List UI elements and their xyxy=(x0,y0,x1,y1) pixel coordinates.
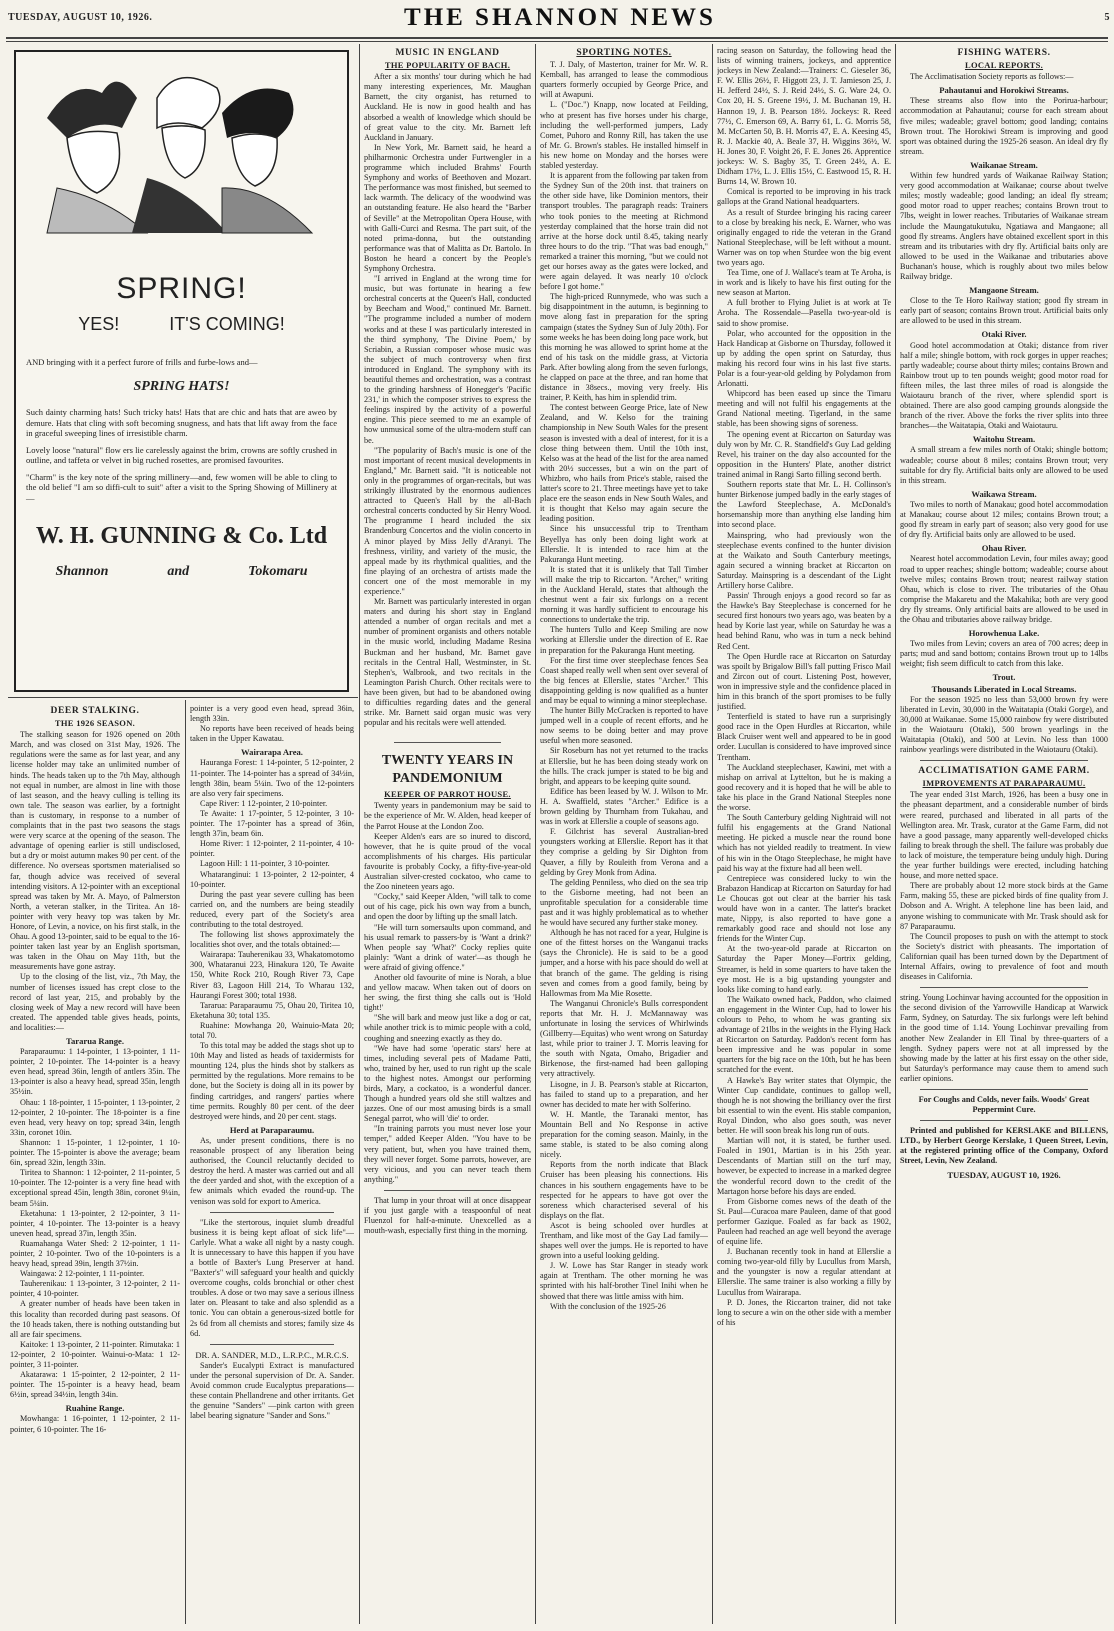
pandemonium-paragraph: "In training parrots you must never lose your temper," added Keeper Alden. "You have to be very patient, but, when you have trained them, they will never forget. Some parrots, however, are very vicious, and you can never teach them anything." xyxy=(364,1124,531,1184)
deer-paragraph: Ruahine: Mowhanga 20, Wainuio-Mata 20; total 70. xyxy=(190,1020,354,1040)
pandemonium-paragraph: Keeper Alden's ears are so inured to discord, however, that he is quite proud of the vocal accomplishments of his charges. His particular favourite is probably Cocky, a fifty-five-year-old Australian silver-crested cockatoo, who came to the Zoo nineteen years ago. xyxy=(364,831,531,892)
racing-paragraph: Polar, who accounted for the opposition in the Hack Handicap at Gisborne on Thursday, followed it up by adding the open sprint on Saturday, thus making his record four wins in his last five starts. Polar is a four-year-old gelding by Polydamon from Arlonatti. xyxy=(717,328,891,389)
sporting-paragraph: The Wanganui Chronicle's Bulls correspondent reports that Mr. H. J. McMannaway was unfortunate in losing the services of Whirlwinds (Gillberry—Equitas) who went wrong on Saturday last, while prior to trainer J. T. Morris leaving for the south with Ngata, Omaho, Brigadier and Birkenose, the first-named had been galloping very attractively. xyxy=(540,998,708,1079)
deer-paragraph: Mowhanga: 1 16-pointer, 1 12-pointer, 2 11-pointer, 6 10-pointer. The 16- xyxy=(10,1414,180,1434)
music-paragraph: "I arrived in England at the wrong time for music, but was fortunate in hearing a few orchestral concerts at the Queen's Hall, conducted by Beecham and Wood," continued Mr. Barnett. "The programme included a number of modern works and at these I was particularly interested in the third symphony, 'The Divine Poem,' by Scriabin, a Russian composer whose music was the subject of much controversy when first introduced in England. The symphony with its beautiful themes and orchestration, was a contrast to the grinding harshness of Honegger's 'Pacific 231,' in which the composer strives to express the feelings inspired by the activity of a powerful engine. This piece seemed to me an example of how unmusical some of the ultra-modern stuff can be. xyxy=(364,274,531,445)
music-article xyxy=(364,46,531,1626)
racing-paragraph: At the two-year-old parade at Riccarton on Saturday the Paper Money—Fortrix gelding, Streamer, is held in some quarters to have taken the eye most. He is a big upstanding youngster and looks like coming to hand early. xyxy=(717,944,891,994)
deer-paragraph: Akatarawa: 1 15-pointer, 2 12-pointer, 2 11-pointer. The 15-pointer is a heavy head, beam 6½in, spread 34½in, length 34in. xyxy=(10,1370,180,1400)
spring-headline: SPRING! xyxy=(116,272,247,305)
pandemonium-title-1: TWENTY YEARS IN xyxy=(381,753,514,769)
divider xyxy=(920,1089,1088,1090)
sporting-paragraph: T. J. Daly, of Masterton, trainer for Mr. W. R. Kemball, has arranged to lease the commodious quarters formerly occupied by George Price, and will at Awapuni. xyxy=(540,60,708,100)
deer-subtitle: THE 1926 SEASON. xyxy=(54,718,136,729)
racing-paragraph: Tea Time, one of J. Wallace's team at Te Aroha, is in work and is likely to have his first outing for the new season at Marton. xyxy=(717,268,891,298)
sporting-paragraph: J. W. Lowe has Star Ranger in steady work again at Trentham. The other morning he was sprinted with his half-brother Tinel Inihi when he showed that there was little amiss with him. xyxy=(540,1261,708,1301)
fishing-paragraph: Two miles from Levin; covers an area of 700 acres; deep in parts; mud and sand bottom; contains Brown trout up to 14lbs weight; fish seem difficult to catch from this lake. xyxy=(900,639,1108,669)
baxter-advertisement: "Like the stertorous, inquiet slumb dreadful business it is being kept afloat of sick life"—Carlyle. What a wake all night by a nasty cough. It is unnecessary to have this happen if you have a bottle of Baxter's Lung Preserver at hand. "Baxter's" will safeguard your health and quickly overcome coughs, colds bronchial or other chest troubles. A dose or two may save a serious illness later on. Pleasant to take and also splendid as a tonic. You can obtain a generous-sized bottle for 2s 6d from all chemists and stores; family size 4s 6d. xyxy=(190,1217,354,1338)
sporting-paragraph: F. Gilchrist has several Australian-bred youngsters working at Ellerslie. Report has it that they comprise a gelding by Sir Dighton from Quaver, a filly by Rouleith from Verona and a gelding by Grey Monk from Adina. xyxy=(540,827,708,877)
racing-paragraph: Martian will not, it is stated, be further used. Foaled in 1901, Martian is in his 25th year. Descendants of Martian still on the turf may, however, be expected to increase in a marked degree the wonderful record down to the credit of the Martagon horse before his days are ended. xyxy=(717,1136,891,1196)
deer-stalking-continued xyxy=(190,704,354,1626)
divider xyxy=(920,1120,1088,1121)
racing-paragraph: The Open Hurdle race at Riccarton on Saturday was spoilt by Brigalow Bill's fall putting Frisco Mail and Zircon out of court. Listening Post, however, won in impressive style and the confidence placed in him in this branch of the sport promises to be fully justified. xyxy=(717,651,891,712)
spring-body-1: Such dainty charming hats! Such tricky hats! Hats that are chic and hats that are aweo by demure. Hats that cling with soft becoming snugness, and hats that lift away from the face in graceful sweeping lines of irresistible charm. xyxy=(26,407,337,439)
fishing-paragraph: Two miles to north of Manakau; good hotel accommodation at Manakau; course about 12 miles; contains Brown trout; a good fly stream in early part of season; also very good for use of dry fly. Artificial baits only are allowed to be used. xyxy=(900,499,1108,540)
racing-paragraph: As a result of Sturdee bringing his racing career to a close by breaking his neck, E. Warner, who was originally engaged to ride the veteran in the Grand National Steeplechase, will be left without a mount. Warner was on top when Sturdee won the big event two years ago. xyxy=(717,207,891,267)
location-shannon: Shannon xyxy=(55,564,109,580)
deer-paragraph: Hauranga Forest: 1 14-pointer, 5 12-pointer, 2 11-pointer. The 14-pointer has a spread of 34½in, length 38in, beam 5¼in. Two of the 12-pointers are also very fair specimens. xyxy=(190,758,354,798)
spring-hats-advertisement xyxy=(14,50,349,692)
gamefarm-paragraph: The Council proposes to push on with the attempt to stock the Society's district with pheasants. The importation of Californian quail has been turned down by the Department of Internal Affairs, owing to prevalence of foot and mouth diseases in California. xyxy=(900,931,1108,982)
racing-paragraph: A full brother to Flying Juliet is at work at Te Aroha. The Rossendale—Pasella two-year-old is said to show promise. xyxy=(717,298,891,328)
deer-paragraph: Paraparaumu: 1 14-pointer, 1 13-pointer, 1 11-pointer, 2 10-pointer. The 14-pointer is a heavy even head, spread 36in, length of antlers 35in. The 13-pointer is also a heavy head, spread 35in, length 35½in. xyxy=(10,1047,180,1097)
music-paragraph: In New York, Mr. Barnett said, he heard a philharmonic Orchestra under Furtwengler in a programme which included Brahms' Fourth Symphony and works of Beethoven and Mozart. The performance was most finished, but seemed to lack warmth. The delicacy of the woodwind was an outstanding feature. He also heard the "Barber of Seville" at the Metropolitan Opera House, with with Galli-Curci and Resma. The part suit, of the noted prima-donna, but the outstanding performance was that of Malitta as Dr. Bartolo. In Boston he heard a concert by the People's Symphony Orchestra. xyxy=(364,142,531,273)
divider xyxy=(210,1212,334,1213)
fluenzol-advertisement: That lump in your throat will at once disappear if you just gargle with a teaspoonful of neat Fluenzol for half-a-minute. Unexcelled as a mouth-wash, especially first thing in the morning. xyxy=(364,1195,531,1236)
racing-paragraph: string. Young Lochinvar having accounted for the opposition in the second division of the Yarrowville Handicap at Warwick Farm, Sydney, on Saturday. The six furlongs were left behind in the good time of 1.14. Young Lochinvar prevailing from another New Zealander in Ell Tinal by three-quarters of a length. Sydney papers were not at all impressed by the showing made by the latter at his first essay on the other side, but Saturday's performance may cause them to amend such earlier opinions. xyxy=(900,993,1108,1083)
deer-paragraph: Ohau: 1 18-pointer, 1 15-pointer, 1 13-pointer, 2 12-pointer, 2 10-pointer. The 18-pointer is a fine even head, very heavy on top; spread 34in, length 33in, coronet 10in. xyxy=(10,1097,180,1137)
sporting-title: SPORTING NOTES. xyxy=(576,48,672,58)
woods-advertisement: For Coughs and Colds, never fails. Woods' Great Peppermint Cure. xyxy=(918,1095,1090,1115)
deer-subhead-tararua: Tararua Range. xyxy=(66,1036,124,1046)
deer-subhead-herd: Herd at Paraparaumu. xyxy=(229,1124,315,1135)
fishing-subhead: Horowhenua Lake. xyxy=(968,628,1040,639)
sporting-paragraph: W. H. Mantle, the Taranaki mentor, has Mountain Bell and No Response in active preparation for the coming season. Mainly, in the same stable, is stated to be also coming along nicely. xyxy=(540,1109,708,1160)
deer-paragraph: Whataranginui: 1 13-pointer, 2 12-pointer, 4 10-pointer. xyxy=(190,869,354,889)
sporting-paragraph: It is stated that it is unlikely that Tall Timber will make the trip to Riccarton. "Archer," writing in the Auckland Herald, states that although the chestnut went a fair six furlongs on a recent morning it was hardly sufficient to encourage his connections to undertake the trip. xyxy=(540,564,708,625)
deer-subhead-wairarapa: Wairarapa Area. xyxy=(241,747,303,758)
racing-paragraph: Centrepiece was considered lucky to win the Brabazon Handicap at Riccarton on Saturday for had Le Choucas got out clear at the barrier his task would have won in a canter. The latter's bracket mate, Nippy, is also reported to have gone a remarkably good race and should not lose any friends for the Winter Cup. xyxy=(717,873,891,944)
fishing-title: FISHING WATERS. xyxy=(957,48,1051,58)
gamefarm-subtitle: IMPROVEMENTS AT PARAPARAUMU. xyxy=(922,778,1086,789)
racing-paragraph: Passin' Through enjoys a good record so far as the Hawke's Bay Steeplechase is concerned for he secured first honours two years ago, was beaten by a head by Korie last year, while on Saturday he was a head behind Ranu, who was in turn a neck behind Red Cent. xyxy=(717,591,891,651)
deer-title: DEER STALKING. xyxy=(50,706,140,716)
pandemonium-paragraph: Another old favourite of mine is Norah, a blue and yellow macaw. When taken out of doors on her swing, the first thing she calls out is 'Hold tight!' xyxy=(364,972,531,1013)
racing-paragraph: Comical is reported to be improving in his track gallops at the Grand National headquarters. xyxy=(717,187,891,207)
deer-paragraph: The following list shows approximately the localities shot over, and the totals obtained:— xyxy=(190,930,354,950)
header-rule xyxy=(6,37,1108,39)
sporting-paragraph: Ascot is being schooled over hurdles at Trentham, and like most of the Gay Lad family—shapes well over the jumps. He is reported to have grown into a useful looking gelding. xyxy=(540,1220,708,1261)
divider xyxy=(210,1344,334,1345)
column-rule xyxy=(359,44,360,1624)
deer-paragraph: Tararua: Paraparaumu 75, Ohau 20, Tiritea 10, Eketahuna 30; total 135. xyxy=(190,1000,354,1020)
racing-paragraph: The Waikato owned hack, Paddon, who claimed an engagement in the Winter Cup, had to lower his colours to Peho, to whom he was granting six advantage of 21lbs in the weights in the Flying Hack at Riccarton on Saturday. Paddon's recent form has been impressive and he was popular in some quarters for the big race on the 10th, but he has been scratched for the event. xyxy=(717,994,891,1075)
sporting-paragraph: Reports from the north indicate that Black Cruiser has been pleasing his connections. His chances in his southern engagements have to be respected for he appears to have got over the soreness which characterised several of his displays on the flat. xyxy=(540,1160,708,1220)
racing-paragraph: A Hawke's Bay writer states that Olympic, the Winter Cup candidate, continues to gallop well, though he is not showing the brilliancy over the first bit essential to win the event. His stable companion, Royal Dindon, who also goes south, was never better. He will soon break his long run of outs. xyxy=(717,1075,891,1136)
racing-paragraph: Southern reports state that Mr. L. H. Collinson's hunter Birkenose jumped badly in the early stages of the Lawford Steeplechase, A. McDonald's horsemanship more than anything else landing him into second place. xyxy=(717,480,891,530)
fishing-paragraph: Close to the Te Horo Railway station; good fly stream in early part of season; contains Brown trout. Artificial baits only are allowed to be used in this stream. xyxy=(900,296,1108,326)
deer-paragraph: pointer is a very good even head, spread 36in, length 33in. xyxy=(190,704,354,724)
sporting-paragraph: With the conclusion of the 1925-26 xyxy=(550,1301,666,1311)
deer-stalking-article xyxy=(10,704,180,1626)
sporting-paragraph: For the first time over steeplechase fences Sea Coast shaped really well when sent over several of the big fences at Ellerslie, states "Archer." This disappointing gelding is now qualified as a hunter and may be equal to winning a minor steeplechase. xyxy=(540,655,708,705)
fishing-paragraph: Good hotel accommodation at Otaki; distance from river half a mile; shingle bottom, with rock gorges in upper reaches; partly wadeable; course about thirty miles; contains Brown and Rainbow trout up to ten pounds weight; good motor road for fifteen miles, the last three miles of road is alongside the Waiotauru branch of the river, where splendid sport is obtained. There are also good camping grounds alongside the branch of the river. Above the forks the river splits into three branches—the Waitatapia, Otaki and Waiotauru. xyxy=(900,340,1108,431)
sporting-paragraph: Sir Roseburn has not yet returned to the tracks at Ellerslie, but he has been doing steady work on the hills. The crack jumper is stated to be big and bright, and appears to be keeping quite sound. xyxy=(540,746,708,786)
racing-paragraph: Tenterfield is stated to have run a surprisingly good race in the Open Hurdles at Riccarton, while Black Cruiser went well and appeared to be in good order. Lucullan is considered to have improved since Trentham. xyxy=(717,712,891,762)
deer-paragraph: Tiritea to Shannon: 1 12-pointer, 2 11-pointer, 5 10-pointer. The 12-pointer is a very fine head with exceptional spread 45in, length 38in, coronet 9¼in, beam 5¼in. xyxy=(10,1168,180,1208)
pandemonium-paragraph: "Cocky," said Keeper Alden, "will talk to come out of his cage, pick his own way from a bunch, and open the door by lifting up the small latch. xyxy=(364,892,531,922)
divider xyxy=(384,1190,511,1191)
column-rule xyxy=(895,44,896,1624)
deer-paragraph: Lagoon Hill: 1 11-pointer, 3 10-pointer. xyxy=(200,859,330,869)
sporting-paragraph: Lisogne, in J. B. Pearson's stable at Riccarton, has failed to stand up to a preparation, and her owner has decided to mate her with Solferino. xyxy=(540,1079,708,1109)
deer-paragraph: A greater number of heads have been taken in this locality than recorded during past seasons. Of the 10 heads taken, there is nothing outstanding but all are fair specimens. xyxy=(10,1299,180,1339)
deer-paragraph: No reports have been received of heads being taken in the Upper Kawatau. xyxy=(190,724,354,744)
sander-heading: DR. A. SANDER, M.D., L.R.P.C., M.R.C.S. xyxy=(195,1349,349,1360)
deer-paragraph: Shannon: 1 15-pointer, 1 12-pointer, 1 10-pointer. The 15-pointer is above the average; beam 6in, spread 32in, length 33in. xyxy=(10,1137,180,1168)
fishing-subhead: Waitohu Stream. xyxy=(972,434,1036,445)
sporting-paragraph: The hunter Billy McCracken is reported to have jumped well in a couple of recent efforts, and he now seems to be doing better and may prove useful when more seasoned. xyxy=(540,706,708,746)
music-paragraph: Mr. Barnett was particularly interested in organ maters and during his short stay in England attended a number of organ recitals and met a number of prominent organists and others notable in the music world, including Madame Resina Buckman and her husband, Mr. Barnet gave recitals in the Central Hall, Westminster, in St. Stephen's, Walbrook, and two recitals in the Leamington Parish Church. Other recitals were to have been given, but had to be abandoned owing to difficulties regarding dates and the general strike. Mr. Barnett said organ music was very popular and his recitals were well attended. xyxy=(364,597,531,728)
column-rule xyxy=(535,44,536,1624)
pandemonium-title-2: PANDEMONIUM xyxy=(392,771,503,787)
column-rule xyxy=(712,44,713,1624)
sporting-paragraph: The hunters Tullo and Keep Smiling are now working at Ellerslie under the direction of E. Rae in preparation for the Pakuranga Hunt meeting. xyxy=(540,625,708,655)
pandemonium-paragraph: Twenty years in pandemonium may be said to be the experience of Mr. W. Alden, head keeper of the Parrot House at the London Zoo. xyxy=(364,801,531,831)
deer-paragraph: Wairarapa: Tauherenikau 33, Whakatomotomo 300, Whataranui 223, Hinakura 120, Te Awaite 150, White Rock 210, Rough River 73, Cape River 83, Lagoon Hill 214, To Wharau 132, Haurangi Forest 300; total 1938. xyxy=(190,950,354,1000)
deer-paragraph: As, under present conditions, there is no reasonable prospect of any liberation being authorised, the Council reluctantly decided to destroy the herd. A master was carried out and all the deer yarded and shot, with the exception of a few animals which evaded the round-up. The venison was sold for export to America. xyxy=(190,1135,354,1206)
divider xyxy=(920,987,1088,988)
spring-yes: YES! xyxy=(78,314,120,334)
divider xyxy=(920,760,1088,761)
fishing-subhead: Waikawa Stream. xyxy=(971,488,1037,499)
page-number: 5 xyxy=(1104,12,1110,23)
divider xyxy=(394,742,501,743)
fishing-subhead: Thousands Liberated in Local Streams. xyxy=(931,683,1077,694)
location-tokomaru: Tokomaru xyxy=(248,564,308,580)
racing-paragraph: The opening event at Riccarton on Saturday was duly won by Mr. C. R. Standfield's Guy Lad gelding Revel, his trainer on the day also accounted for the opposition in the Hunters' Plate, another district trained animal in Rangi Sarto filling second berth. xyxy=(717,429,891,479)
deer-paragraph: Home River: 1 12-pointer, 2 11-pointer, 4 10-pointer. xyxy=(190,839,354,859)
women-in-hats-illustration xyxy=(27,58,337,238)
section-rule xyxy=(8,697,358,698)
sporting-paragraph: The contest between George Price, late of New Zealand, and W. Kelso for the training championship in New South Wales for the present season is invested with a deal of interest, for it is a close thing between them. Until the 10th inst, Kelso was at the head of the list for the area named with 20½ successes, but a win on the part of Whizbro, who hails from Price's stable, raised the latter's score to 21. Three meetings have yet to take place ere the season ends in New South Wales, and it is thought that Kelso may again secure the leading position. xyxy=(540,403,708,524)
gamefarm-paragraph: There are probably about 12 more stock birds at the Game Farm, making 55, these are picked birds of fine quality from J. Dobson and A. Wright. A telephone line has been laid, and anyone wishing to communicate with Mr. Trask should ask for 87 Paraparaumu. xyxy=(900,881,1108,931)
racing-paragraph: J. Buchanan recently took in hand at Ellerslie a coming two-year-old filly by Lucullus from Marsh, and the youngster is now a regular attendant at Ellerslie. The same trainer is also working a filly by Lucullus from Wairarapa. xyxy=(717,1247,891,1297)
racing-paragraph: The South Canterbury gelding Nightraid will not fulfil his engagements at the Grand National meeting. He picked a muscle near the round bone which has not yielded readily to treatment. In view of his win in the Otago Steeplechase, he might have paid his way at the fixture had all been well. xyxy=(717,813,891,873)
sporting-paragraph: Edifice has been leased by W. J. Wilson to Mr. H. A. Swaffield, states "Archer." Edifice is a brown gelding by Thurnham from Tukahau, and was in work at Ellerslie a couple of seasons ago. xyxy=(540,786,708,827)
deer-paragraph: Eketahuna: 1 13-pointer, 2 12-pointer, 3 11-pointer, 4 10-pointer. The 13-pointer is a heavy uneven head, spread 37in, length 35in. xyxy=(10,1208,180,1238)
deer-paragraph: Up to the closing of the list, viz., 7th May, the number of licenses issued has crept close to the record of last year, 215, and probably by the closing week of May a new record will have been created. The appended table gives heads, points, and localities:— xyxy=(10,972,180,1032)
fishing-subhead: Mangaone Stream. xyxy=(969,285,1039,296)
music-kicker: MUSIC IN ENGLAND xyxy=(395,48,500,58)
fishing-paragraph: These streams also flow into the Porirua-harbour; accommodation at Pahautanui; course for each stream about five miles; wadeable; gravel bottom; good landing; contains Brown trout. The Horokiwi Stream is improving and good sport was obtained during the 1925-26 season. An ideal dry fly stream. xyxy=(900,96,1108,156)
pandemonium-paragraph: "He will turn somersaults upon command, and his usual remark to passers-by is 'Want a drink?' When people say 'What?' Cocky replies quite plainly: 'Want a drink of water'—as though he were afraid of giving offence." xyxy=(364,922,531,972)
fishing-subhead: Waikanae Stream. xyxy=(970,159,1038,170)
column-rule xyxy=(185,700,186,1624)
racing-paragraph: From Gisborne comes news of the death of the St. Paul—Curacoa mare Pauleen, dame of that good performer Gazique. Foaled as far back as 1902, Pauleen had reached an age well beyond the average of equine life. xyxy=(717,1196,891,1247)
sporting-paragraph: Since his unsuccessful trip to Trentham Beyellya has only been doing light work at Ellerslie. It is intended to race him at the Pakuranga Hunt meeting. xyxy=(540,524,708,564)
sporting-paragraph: The gelding Penniless, who died on the sea trip to the Gisborne meeting, had not been an unprofitable speculation for a considerable time past and it was highly problematical as to whether he would have secured any further stake money. xyxy=(540,877,708,928)
deer-paragraph: Cape River: 1 12-pointer, 2 10-pointer. xyxy=(200,798,328,808)
fishing-subhead: Trout. xyxy=(992,672,1016,683)
sporting-paragraph: Although he has not raced for a year, Hulgine is one of the fittest horses on the Wanganui tracks (says the Chronicle). He is said to be a good jumper, and a horse with his pace should do well at that branch of the game. The gelding is rising seven and comes from a good family, being by Hallowmas from Ma Mie Rosette. xyxy=(540,928,708,998)
spring-lead: AND bringing with it a perfect furore of frills and furbe-lows and— xyxy=(26,357,258,367)
racing-paragraph: Mainspring, who had previously won the steeplechase events confined to the hunter division at the Waikato and South Canterbury meetings, again secured a winning bracket at Riccarton on Saturday. Mainspring is a descendant of the Light Artillery horse Calibre. xyxy=(717,530,891,590)
header-rule-thin xyxy=(6,41,1108,42)
spring-body-2: Lovely loose "natural" flow ers lie carelessly against the brim, crowns are softly crushed in outline, and taffeta or velvet in big ruched rosettes, are promised favourites. xyxy=(26,444,337,466)
printer-imprint: Printed and published for KERSLAKE and BILLENS, LTD., by Herbert George Kerslake, 1 Queen Street, Levin, at the registered printing office of the Company, Oxford Street, Levin, New Zealand. xyxy=(900,1126,1108,1166)
deer-paragraph: Ruamahanga Water Shed: 2 12-pointer, 1 11-pointer, 2 10-pointer. Two of the 10-pointers is a heavy head, spread 39in, length 37½in. xyxy=(10,1238,180,1269)
racing-paragraph: Whipcord has been eased up since the Timaru meeting and will not fulfil his engagements at the Grand National meeting. Tigerland, in the same stable, has been showing signs of soreness. xyxy=(717,389,891,429)
fishing-subtitle: LOCAL REPORTS. xyxy=(964,60,1044,71)
racing-paragraph: The Auckland steeplechaser, Kawini, met with a mishap on arrival at Lyttelton, but he is making a good recovery and it is hoped that he will be able to take his place in the Grand National Steeples none the worse. xyxy=(717,762,891,813)
deer-subhead-ruahine: Ruahine Range. xyxy=(65,1403,125,1414)
spring-body-3: "Charm" is the key note of the spring millinery—and, few women will be able to cling to the old belief "I am so diffi-cult to suit" after a visit to the Spring Showing of Millinery at— xyxy=(26,471,337,503)
fishing-paragraph: For the season 1925 no less than 53,000 brown fry were liberated in Levin, 30,000 in the Waitatapia (Otaki Gorge), and 30,000 at Waikanae. Some 15,000 rainbow fry were distributed in the Waiotauru (Otaki), 500 brown yearlings in the Waitatapia (Otaki), and 500 at Levin. No less than 1000 rainbow yearlings were distributed in the Waiotauru (Otaki). xyxy=(900,694,1108,755)
sporting-notes-article xyxy=(540,46,708,1626)
racing-paragraph: P. D. Jones, the Riccarton trainer, did not take long to secure a win on the other side with a member of his xyxy=(717,1297,891,1327)
deer-paragraph: Te Awaite: 1 17-pointer, 5 12-pointer, 3 10-pointer. The 17-pointer has a spread of 36in, length 37in, beam 6in. xyxy=(190,808,354,839)
deer-paragraph: Kaitoke: 1 13-pointer, 2 11-pointer. Rimutaka: 1 12-pointer, 2 10-pointer. Wainui-o-Mata: 1 12-pointer, 3 11-pointer. xyxy=(10,1339,180,1369)
pandemonium-paragraph: "She will bark and meow just like a dog or cat, while another trick is to mimic people with a cold, coughing and sneezing exactly as they do. xyxy=(364,1013,531,1043)
music-title: THE POPULARITY OF BACH. xyxy=(384,60,511,71)
racing-paragraph: racing season on Saturday, the following head the lists of winning trainers, jockeys, and apprentice jockeys in New Zealand:—Trainers: C. Gieseler 36, F. W. Ellis 26½, F. Higgott 23, J. T. Jamieson 25, J. H. Jefferd 24½, S. J. Reid 24½, S. G. Ware 24, O. Cox 20, H. S. Greene 19½, J. M. Buchanan 19, H. Hannon 19, J. B. Pearson 18½. Jockeys: R. Reed 77½, C. Emerson 69, A. Barry 61, L. G. Morris 58, M. McCarten 50, B. H. Morris 47, E. A. Keesing 45, R. J. Mackie 40, A. Beale 37, H. Wiggins 36½, W. H. Jones 30, F. Voight 26, F. E. Jones 26. Apprentice jockeys: W. S. Bagby 35, T. Green 24½, A. E. Didham 17½, L. J. Ellis 15½, C. Eastwood 15, R. H. Burns 14, W. Brown 10. xyxy=(717,46,891,187)
racing-continued xyxy=(717,46,891,1626)
location-and: and xyxy=(167,564,190,580)
deer-paragraph: During the past year severe culling has been carried on, and the numbers are being steadily reduced, every part of the Society's area contributing to the total destroyed. xyxy=(190,889,354,929)
sander-advertisement: Sander's Eucalypti Extract is manufactured under the personal supervision of Dr. A. Sander. Avoid common crude Eucalyptus preparations—these contain Phellandrene and other irritants. Get the genuine "Sanders" —pink carton with green label bearing signature "Sander and Sons." xyxy=(190,1360,354,1421)
fishing-waters-article xyxy=(900,46,1108,1626)
sporting-paragraph: The high-priced Runnymede, who was such a big disappointment in the autumn, is beginning to move along fast in preparation for the spring campaign (states the Sydney Sun of July 20th). For some weeks he has been doing long pace work, but this morning he was allowed to sprint home at the end of his task on the middle grass, at Victoria Park. After bowling along from the seven furlongs, he clapped on pace at the three, and ran home that distance in 38secs., moving very freely. His trainer, P. Keith, has him in splendid trim. xyxy=(540,292,708,403)
sporting-paragraph: L. ("Doc.") Knapp, now located at Feilding, who at present has five horses under his charge, including the well-performed jumpers, Lady Comet, Puhoro and Ronny Rill, has taken the use of Mr. G. Brown's stables. He installed himself in his new home on Monday and the horses were stabled yesterday. xyxy=(540,100,708,171)
sporting-paragraph: It is apparent from the following par taken from the Sydney Sun of the 20th inst. that trainers on the other side have, like Dominion mentors, their transport troubles. The paragraph reads: Trainers who took ponies to the meeting at Richmond yesterday complained that the horse train did not arrive at the horse dock until 8.45, taking nearly three hours to do the trip. "That was bad enough," remarked a trainer this morning, "but we could not get our horses away as the gates were locked, and were again delayed. It was nearly 10 o'clock before I got home." xyxy=(540,171,708,292)
deer-paragraph: Waingawa: 2 12-pointer, 1 11-pointer. xyxy=(20,1269,145,1279)
fishing-paragraph: Nearest hotel accommodation Levin, four miles away; good road to upper reaches; shingle bottom; wadeable; course about twelve miles; contains Brown trout; nearest railway station Ohau, which is close to river. The tributaries of the Ohau comprise the Makaretu and the Makahika; both are very good dry fly streams. Only artificial baits are allowed to be used in the Ohau and tributaries above railway bridge. xyxy=(900,554,1108,624)
gamefarm-title: ACCLIMATISATION GAME FARM. xyxy=(918,766,1090,777)
fishing-subhead: Pahautanui and Horokiwi Streams. xyxy=(939,85,1069,96)
fishing-subhead: Otaki River. xyxy=(981,329,1027,340)
deer-paragraph: To this total may be added the stags shot up to 10th May and listed as heads of taxidermists for mounting 124, plus the hinds shot by stalkers as permitted by the regulations. More remains to be done, but the Society is doing all in its power by finding cartridges, and rangers' parties where time permits. Roughly 80 per cent. of the deer destroyed were hinds, and 20 per cent. stags. xyxy=(190,1041,354,1121)
spring-hats-product: SPRING HATS! xyxy=(133,379,230,395)
deer-paragraph: Tauherenikau: 1 13-pointer, 3 12-pointer, 2 11-pointer, 4 10-pointer. xyxy=(10,1279,180,1299)
fishing-paragraph: Within few hundred yards of Waikanae Railway Station; very good accommodation at Waikanae; course about twelve miles; mostly wadeable; good landing; an ideal fly stream; good motor road to upper reaches; contains Brown trout to 7lbs, weight in lower reaches. Tributaries of Waikanae stream include the Maungatukutuku, Ngatiawa and Mangaone; all good fly streams. Anglers have obtained excellent sport in this stream and its tributaries with dry fly. Artificial baits only are allowed to be used in the Waikanae and tributaries above Buchanan's house, which is roughly about two miles below Railway bridge. xyxy=(900,171,1108,281)
masthead-title: THE SHANNON NEWS xyxy=(404,4,716,31)
gamefarm-paragraph: The year ended 31st March, 1926, has been a busy one in the pheasant department, and a considerable number of birds were reared, purchased and liberated in all parts of the Wellington area. Mr. Trask, curator at the Game Farm, did not have a good passage, many apparently well-developed chicks failing to break through the shell. The failure was probably due to lack of moisture, the temperature being unduly high. During the year further buildings were erected, including hatching house, and more netted space. xyxy=(900,790,1108,881)
spring-coming: IT'S COMING! xyxy=(169,314,285,334)
firm-name: W. H. GUNNING & Co. Ltd xyxy=(35,523,328,550)
music-paragraph: After a six months' tour during which he had many interesting experiences, Mr. Maughan Barnett, the city organist, has returned to Auckland. He is now in good health and has absorbed a wealth of knowledge which should be of great value to the city. Mr. Barnett left Auckland in January. xyxy=(364,72,531,142)
fishing-paragraph: A small stream a few miles north of Otaki; shingle bottom; wadeable; course about 8 miles; contains Brown trout; very suitable for dry fly. Artificial baits only are allowed to be used in this stream. xyxy=(900,445,1108,485)
pandemonium-subtitle: KEEPER OF PARROT HOUSE. xyxy=(384,789,511,800)
fishing-paragraph: The Acclimatisation Society reports as follows:— xyxy=(910,72,1074,82)
music-paragraph: "The popularity of Bach's music is one of the most important of recent musical developments in England," Mr. Barnett said. "It is noticeable not only in the programmes of organ-recitals, but was strikingly illustrated by the enormous audiences attracted to Queen's Hall by the all-Bach orchestral concerts conducted by Sir Henry Wood. The programme I heard included the six Brandenburg Concertos and the violin concerto in A minor played by Miss Jelly d'Aranyi. The freshness, virility, and variety of the music, the appeal made by its rhythmical qualities, and the fine playing of an orchestra of artists made the concert one of the most memorable in my experience." xyxy=(364,445,531,596)
fishing-subhead: Ohau River. xyxy=(981,543,1027,554)
pandemonium-paragraph: "We have had some 'operatic stars' here at times, including several pets of Madame Patti, who, trained by her, used to run right up the scale to the highest notes. Amongst our performing birds, Mary, a cockatoo, is a wonderful dancer. Though a hundred years old she still waltzes and jazzes. One of our most amusing birds is a small Senegal parrot, who will 'die' to order. xyxy=(364,1043,531,1124)
deer-paragraph: The stalking season for 1926 opened on 20th March, and was closed on 31st May, 1926. The regulations were the same as for last year, and any license holder may take an unlimited number of hinds. The heads taken up to the 7th May, although not equal in number, are almost in line with those of last season, and the heavy culling is telling its own tale. The season was earlier, by a fortnight than is customary, in response to a number of complaints that in the past two seasons the stags were very scarce at the opening of the season. The advantage of opening earlier is still undisclosed, but a dry or moist autumn makes 90 per cent. of the difference. No overseas sportsmen materialised so far, though advice was received of several intending visitors. A 12-pointer with an exceptional spread was taken by Mr. A. Mayo, of Palmerston North, a veteran stalker, in the Tiritea. An 18-pointer with very heavy top was taken by Mr. Honore, of Levin, a novice, on his first stalk, in the Ohau. A good 13-pointer, said to be equal to the 16-pointer taken last year by an English sportsman, was taken in the Ohau on May 11th, but the measurements have gone astray. xyxy=(10,730,180,972)
header-date: TUESDAY, AUGUST 10, 1926. xyxy=(8,12,153,23)
imprint-date: TUESDAY, AUGUST 10, 1926. xyxy=(947,1169,1061,1180)
